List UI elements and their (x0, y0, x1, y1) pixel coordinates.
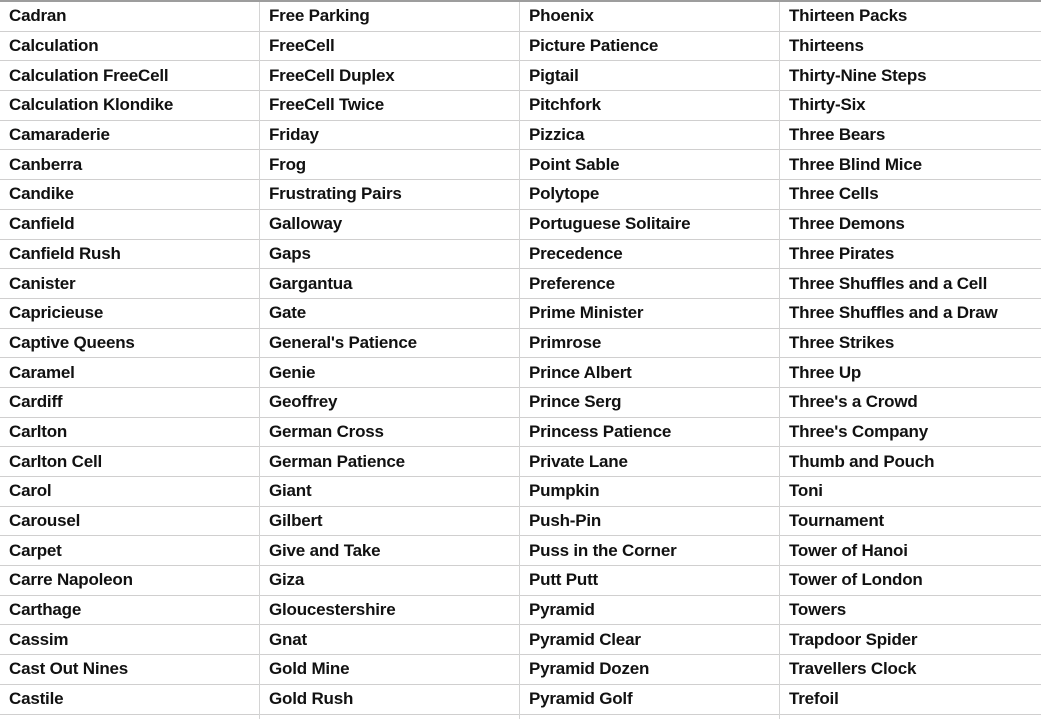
game-name-cell[interactable]: Precedence (520, 240, 779, 270)
game-name-cell[interactable]: Primrose (520, 329, 779, 359)
game-name-cell[interactable]: Three's a Crowd (780, 388, 1041, 418)
game-name-cell[interactable]: Carlton Cell (0, 447, 259, 477)
game-name-cell[interactable]: Three Cells (780, 180, 1041, 210)
game-name-cell[interactable]: Canister (0, 269, 259, 299)
game-name-cell[interactable]: Gate (260, 299, 519, 329)
game-name-cell[interactable]: Private Lane (520, 447, 779, 477)
game-name-cell[interactable]: Carousel (0, 507, 259, 537)
game-name-cell[interactable]: Calculation FreeCell (0, 61, 259, 91)
game-column-3 (520, 2, 780, 719)
game-name-cell[interactable]: Preference (520, 269, 779, 299)
game-name-cell[interactable]: FreeCell Duplex (260, 61, 519, 91)
game-name-cell[interactable]: Captive Queens (0, 329, 259, 359)
game-name-cell[interactable]: Travellers Clock (780, 655, 1041, 685)
game-name-cell[interactable]: Prince Albert (520, 358, 779, 388)
game-column-4 (780, 2, 1041, 719)
game-name-cell[interactable]: Gold Rush (260, 685, 519, 715)
game-name-cell[interactable]: Prince Serg (520, 388, 779, 418)
game-name-cell[interactable]: Three Strikes (780, 329, 1041, 359)
game-name-cell[interactable]: Pigtail (520, 61, 779, 91)
game-name-cell[interactable]: Free Parking (260, 2, 519, 32)
game-name-cell[interactable]: Prime Minister (520, 299, 779, 329)
game-name-cell[interactable]: Canfield Rush (0, 240, 259, 270)
game-name-cell[interactable]: Pyramid Clear (520, 625, 779, 655)
game-name-cell[interactable]: Gloucestershire (260, 596, 519, 626)
game-name-cell[interactable]: FreeCell (260, 32, 519, 62)
game-name-cell[interactable]: Give and Take (260, 536, 519, 566)
game-name-cell[interactable]: Thirty-Six (780, 91, 1041, 121)
game-name-cell[interactable]: Portuguese Solitaire (520, 210, 779, 240)
game-name-cell[interactable]: Cassim (0, 625, 259, 655)
game-name-cell[interactable]: Frog (260, 150, 519, 180)
game-name-cell[interactable]: Calculation (0, 32, 259, 62)
game-name-cell[interactable]: Princess Patience (520, 418, 779, 448)
game-name-cell[interactable]: Giza (260, 566, 519, 596)
game-name-cell[interactable]: Tournament (780, 507, 1041, 537)
game-name-cell[interactable]: Trapdoor Spider (780, 625, 1041, 655)
game-name-cell[interactable]: Three Bears (780, 121, 1041, 151)
game-name-cell[interactable]: Towers (780, 596, 1041, 626)
game-name-cell[interactable]: German Patience (260, 447, 519, 477)
game-column-2 (260, 2, 520, 719)
game-name-cell[interactable]: Polytope (520, 180, 779, 210)
game-name-cell[interactable]: Three Pirates (780, 240, 1041, 270)
game-name-cell[interactable]: Three's Company (780, 418, 1041, 448)
game-name-cell[interactable]: Three Shuffles and a Draw (780, 299, 1041, 329)
game-name-cell[interactable]: Trefoil (780, 685, 1041, 715)
game-name-cell[interactable]: Giant (260, 477, 519, 507)
game-name-cell[interactable]: Cadran (0, 2, 259, 32)
game-name-cell[interactable]: Gargantua (260, 269, 519, 299)
game-name-cell[interactable]: Phoenix (520, 2, 779, 32)
game-name-cell[interactable]: Geoffrey (260, 388, 519, 418)
game-name-cell[interactable]: Canfield (0, 210, 259, 240)
game-name-cell[interactable]: Pitchfork (520, 91, 779, 121)
game-name-cell[interactable]: Galloway (260, 210, 519, 240)
game-name-cell[interactable]: Push-Pin (520, 507, 779, 537)
game-name-cell[interactable]: FreeCell Twice (260, 91, 519, 121)
game-name-cell[interactable]: Carlton (0, 418, 259, 448)
game-name-cell[interactable]: Gnat (260, 625, 519, 655)
game-column-1 (0, 2, 260, 719)
game-name-cell[interactable]: Tower of Hanoi (780, 536, 1041, 566)
game-name-cell[interactable]: Pumpkin (520, 477, 779, 507)
game-name-cell[interactable]: Candike (0, 180, 259, 210)
game-name-cell[interactable]: Carpet (0, 536, 259, 566)
game-name-cell[interactable]: Frustrating Pairs (260, 180, 519, 210)
game-name-cell[interactable]: Cast Out Nines (0, 655, 259, 685)
game-name-cell[interactable]: Putt Putt (520, 566, 779, 596)
game-name-cell[interactable]: Friday (260, 121, 519, 151)
game-name-cell[interactable]: Puss in the Corner (520, 536, 779, 566)
game-name-cell[interactable]: Three Up (780, 358, 1041, 388)
game-name-cell[interactable]: Camaraderie (0, 121, 259, 151)
game-name-cell[interactable]: Three Blind Mice (780, 150, 1041, 180)
game-name-cell[interactable]: German Cross (260, 418, 519, 448)
game-name-cell[interactable]: Carthage (0, 596, 259, 626)
game-name-cell[interactable]: Thumb and Pouch (780, 447, 1041, 477)
game-name-cell[interactable]: Pizzica (520, 121, 779, 151)
game-name-cell[interactable]: Gold Mine (260, 655, 519, 685)
game-name-cell[interactable]: Toni (780, 477, 1041, 507)
game-name-cell[interactable]: Carre Napoleon (0, 566, 259, 596)
game-name-cell[interactable]: Carol (0, 477, 259, 507)
game-name-cell[interactable]: Caramel (0, 358, 259, 388)
game-name-cell[interactable]: Picture Patience (520, 32, 779, 62)
game-name-cell[interactable]: Pyramid (520, 596, 779, 626)
game-name-cell[interactable]: Canberra (0, 150, 259, 180)
game-name-cell[interactable]: Pyramid Golf (520, 685, 779, 715)
game-name-cell[interactable]: General's Patience (260, 329, 519, 359)
game-name-cell[interactable]: Cardiff (0, 388, 259, 418)
game-name-cell[interactable]: Calculation Klondike (0, 91, 259, 121)
game-name-cell[interactable]: Tower of London (780, 566, 1041, 596)
game-name-cell[interactable]: Capricieuse (0, 299, 259, 329)
game-name-cell[interactable]: Thirteens (780, 32, 1041, 62)
game-name-cell[interactable]: Pyramid Dozen (520, 655, 779, 685)
game-name-cell[interactable]: Gaps (260, 240, 519, 270)
game-name-cell[interactable]: Gilbert (260, 507, 519, 537)
game-name-cell[interactable]: Genie (260, 358, 519, 388)
game-name-cell[interactable]: Point Sable (520, 150, 779, 180)
game-name-cell[interactable]: Three Demons (780, 210, 1041, 240)
game-name-cell[interactable]: Thirty-Nine Steps (780, 61, 1041, 91)
game-name-cell[interactable]: Thirteen Packs (780, 2, 1041, 32)
game-name-cell[interactable]: Castile (0, 685, 259, 715)
game-name-cell[interactable]: Three Shuffles and a Cell (780, 269, 1041, 299)
